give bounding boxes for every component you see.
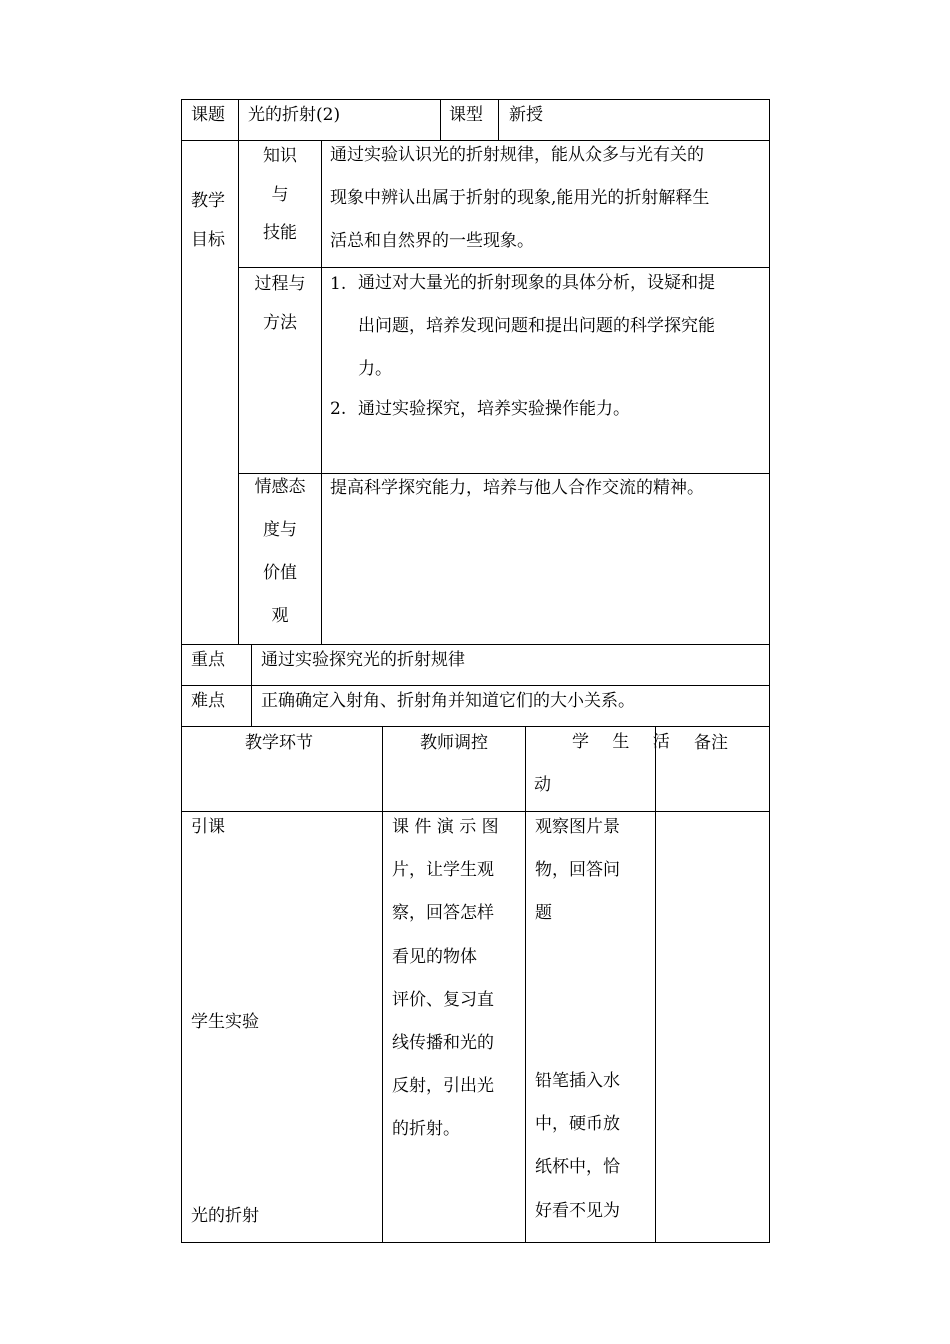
- text-line: 观察图片景: [535, 817, 620, 837]
- student-header: [534, 721, 679, 807]
- header-line: 学 生 活: [572, 732, 679, 752]
- stage-item: 学生实验: [191, 1012, 259, 1032]
- rule: [181, 644, 770, 645]
- difficulty-label: 难点: [191, 691, 225, 711]
- emotion-label: [240, 466, 320, 638]
- topic-label: 课题: [191, 105, 225, 125]
- text-line: 中，硬币放: [535, 1114, 620, 1135]
- stage-item: 光的折射: [191, 1206, 259, 1226]
- label-line: 度与: [263, 520, 297, 540]
- process-item-number: 1.: [330, 274, 347, 294]
- teacher-header: 教师调控: [420, 733, 488, 753]
- rule: [181, 99, 182, 1243]
- text-line: 察，回答怎样: [392, 903, 494, 924]
- rule: [251, 644, 252, 727]
- objectives-label: 教学: [191, 191, 225, 211]
- knowledge-label: 技能: [263, 223, 297, 243]
- process-label: 过程与: [254, 274, 306, 294]
- text-line: 通过实验认识光的折射规律，能从众多与光有关的: [330, 145, 704, 165]
- emotion-text: 提高科学探究能力，培养与他人合作交流的精神。: [330, 478, 704, 498]
- text-line: 纸杯中，恰: [535, 1157, 620, 1178]
- lesson-type-label: 课型: [449, 105, 483, 125]
- objectives-label: 目标: [191, 230, 225, 250]
- rule: [181, 726, 770, 727]
- text-line: 铅笔插入水: [535, 1071, 620, 1091]
- knowledge-label: 与: [271, 185, 289, 205]
- stage-item: 引课: [191, 817, 225, 837]
- text-line: 力。: [358, 359, 392, 379]
- label-line: 观: [271, 606, 289, 626]
- process-label: 方法: [263, 313, 297, 333]
- process-item-number: 2.: [330, 399, 347, 419]
- text-line: 片，让学生观: [392, 860, 494, 881]
- rule: [525, 726, 526, 1243]
- knowledge-text: [330, 134, 709, 263]
- text-line: 线传播和光的: [392, 1033, 494, 1054]
- label-line: 价值: [263, 563, 297, 583]
- rule: [181, 685, 770, 686]
- label-line: 情感态: [254, 477, 306, 497]
- teacher-control-text: [392, 806, 499, 1152]
- text-line: 课 件 演 示 图: [392, 817, 499, 837]
- text-line: 看见的物体: [392, 946, 477, 967]
- process-item-text: [358, 262, 715, 391]
- text-line: 的折射。: [392, 1119, 460, 1140]
- process-item-text: 通过实验探究，培养实验操作能力。: [358, 399, 630, 419]
- student-activity-text: [535, 1060, 620, 1233]
- notes-header: 备注: [694, 733, 728, 753]
- rule: [181, 99, 770, 100]
- text-line: 通过对大量光的折射现象的具体分析，设疑和提: [358, 273, 715, 293]
- text-line: 现象中辨认出属于折射的现象,能用光的折射解释生: [330, 188, 710, 208]
- key-point-value: 通过实验探究光的折射规律: [261, 650, 465, 670]
- text-line: 评价、复习直: [392, 989, 494, 1010]
- text-line: 出问题，培养发现问题和提出问题的科学探究能: [358, 316, 715, 336]
- text-line: 好看不见为: [535, 1200, 620, 1221]
- rule: [321, 140, 322, 645]
- header-line: 动: [534, 775, 551, 795]
- rule: [382, 726, 383, 1243]
- text-line: 活总和自然界的一些现象。: [330, 231, 534, 251]
- stage-header: 教学环节: [245, 733, 313, 753]
- rule: [769, 99, 770, 1243]
- rule: [238, 99, 239, 645]
- student-activity-text: [535, 806, 620, 936]
- text-line: 反射，引出光: [392, 1076, 494, 1097]
- text-line: 题: [535, 903, 552, 924]
- difficulty-value: 正确确定入射角、折射角并知道它们的大小关系。: [261, 691, 635, 711]
- text-line: 物，回答问: [535, 860, 620, 881]
- key-point-label: 重点: [191, 650, 225, 670]
- knowledge-label: 知识: [263, 146, 297, 166]
- rule: [181, 1242, 770, 1243]
- topic-value: 光的折射(2): [248, 105, 341, 125]
- lesson-type-value: 新授: [509, 105, 543, 125]
